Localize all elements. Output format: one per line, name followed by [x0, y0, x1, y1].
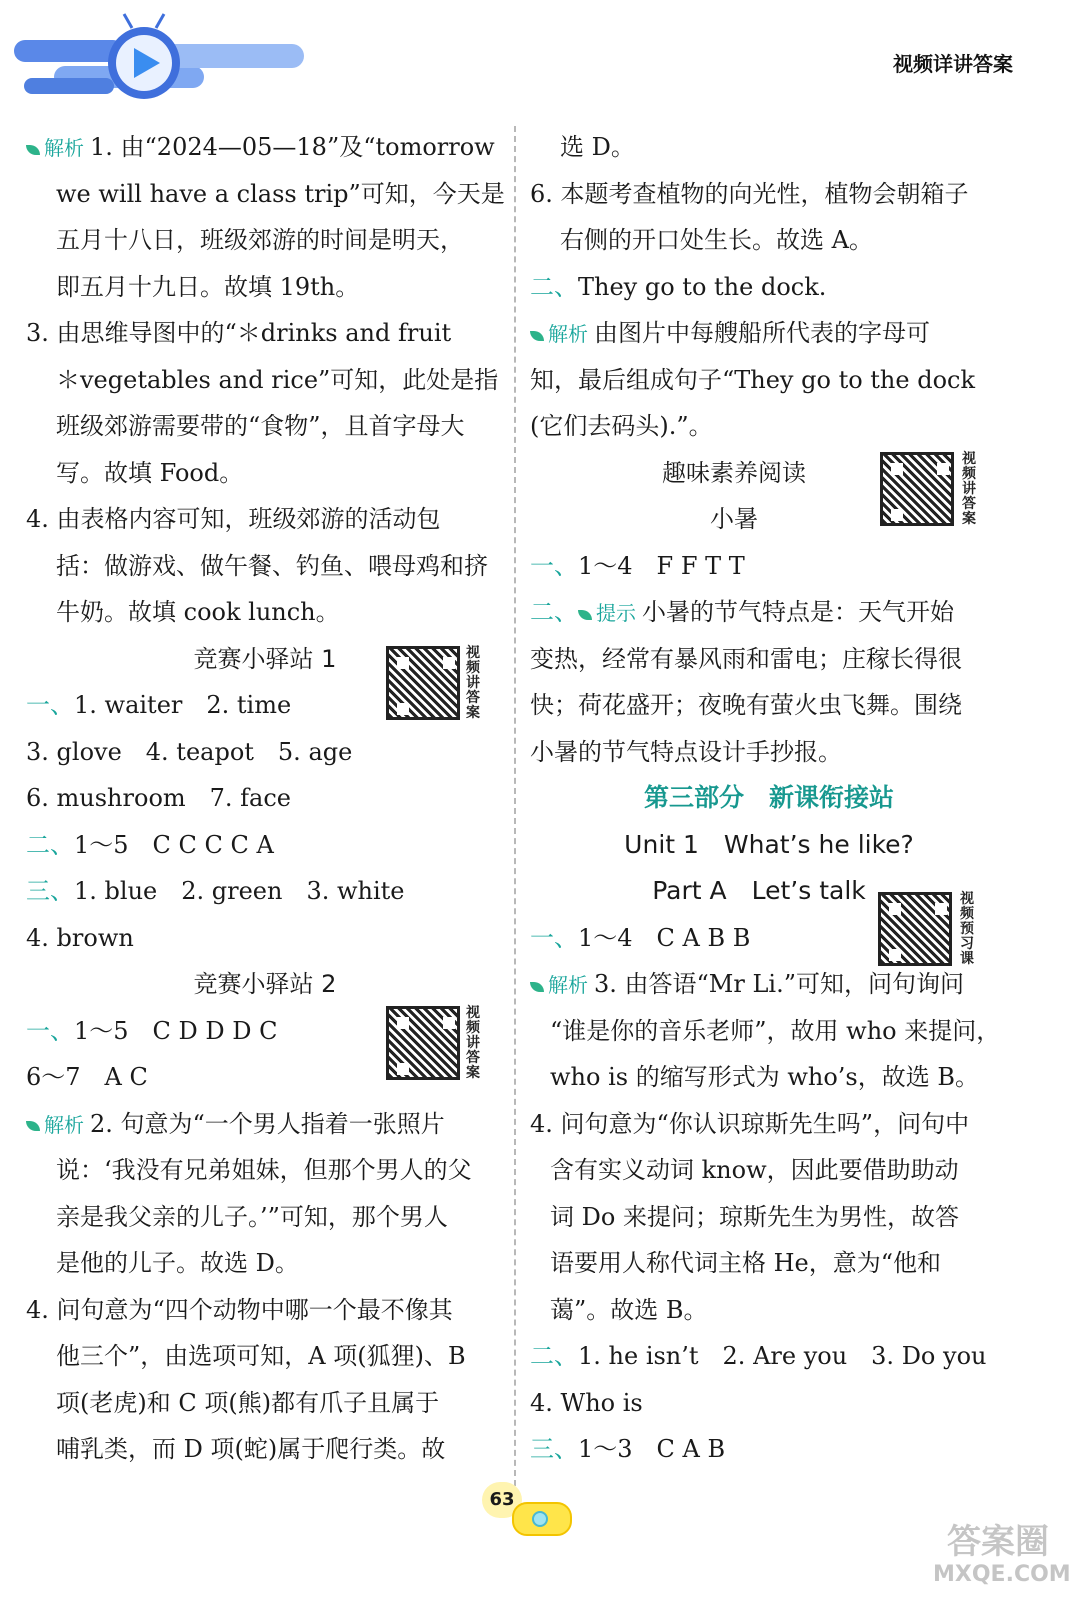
answer-line: 词 Do 来提问；琼斯先生为男性，故答	[550, 1202, 959, 1231]
answer-line: 班级郊游需要带的“食物”，且首字母大	[56, 412, 465, 440]
answer-line: 解析 由图片中每艘船所代表的字母可	[530, 310, 1008, 357]
answer-line: 哺乳类，而 D 项(蛇)属于爬行类。故	[56, 1435, 446, 1463]
qr-code-icon[interactable]	[878, 892, 952, 966]
leaf-icon	[26, 1121, 40, 1131]
section-title-station-1: 竞赛小驿站 1	[193, 644, 337, 673]
answer-line: 亲是我父亲的儿子。’”可知，那个男人	[56, 1202, 448, 1231]
submarine-icon	[512, 1502, 572, 1536]
qr-label: 视频讲答案	[962, 451, 976, 527]
leaf-icon	[530, 331, 544, 341]
answer-line: 即五月十九日。故填 19th。	[56, 272, 360, 301]
qr-label: 视频讲答案	[466, 645, 480, 721]
section-title-reading: 趣味素养阅读	[662, 458, 806, 487]
answer-line: 二、They go to the dock.	[530, 272, 827, 301]
answer-line: (它们去码头).”。	[530, 412, 713, 440]
qr-label: 视频预习课	[960, 891, 974, 967]
answer-line: 二、1～5 C C C C A	[26, 830, 274, 859]
right-column	[530, 124, 1008, 1473]
unit-title: Unit 1 What’s he like?	[624, 829, 914, 859]
answer-line: 一、1～4 C A B B	[530, 923, 751, 952]
answer-line: 二、1. he isn’t 2. Are you 3. Do you	[530, 1342, 987, 1370]
column-divider	[514, 126, 516, 1496]
answer-line: 解析 2. 句意为“一个男人指着一张照片	[26, 1101, 504, 1148]
answer-line: 6. 本题考查植物的向光性，植物会朝箱子	[530, 179, 969, 208]
watermark: 答案圈 MXQE.COM	[933, 1522, 1071, 1587]
answer-line: 括：做游戏、做午餐、钓鱼、喂母鸡和挤	[56, 551, 488, 580]
answer-line: 蔼”。故选 B。	[550, 1295, 708, 1324]
section-subtitle-reading: 小暑	[710, 505, 758, 533]
leaf-icon	[530, 982, 544, 992]
left-column	[26, 124, 504, 1473]
qr-label: 视频讲答案	[466, 1005, 480, 1081]
qr-code-icon[interactable]	[386, 646, 460, 720]
answer-line: “谁是你的音乐老师”，故用 who 来提问，	[550, 1016, 1001, 1045]
analysis-tag: 解析	[26, 1102, 84, 1149]
answer-line: 三、1. blue 2. green 3. white	[26, 877, 405, 905]
answer-line: 右侧的开口处生长。故选 A。	[560, 226, 873, 254]
answer-line: 变热，经常有暴风雨和雷电；庄稼长得很	[530, 644, 962, 673]
answer-line: 6. mushroom 7. face	[26, 784, 292, 812]
leaf-icon	[26, 145, 40, 155]
answer-line: who is 的缩写形式为 who’s，故选 B。	[550, 1063, 979, 1091]
answer-line: 3. glove 4. teapot 5. age	[26, 737, 353, 766]
answer-line: 3. 由思维导图中的“＊drinks and fruit	[26, 319, 452, 347]
answer-line: 6～7 A C	[26, 1063, 148, 1091]
part-title: 第三部分 新课衔接站	[643, 783, 894, 812]
answer-line: 二、 提示 小暑的节气特点是：天气开始	[530, 589, 1008, 636]
answer-line: 含有实义动词 know，因此要借助助动	[550, 1156, 959, 1184]
answer-line: 4. brown	[26, 923, 134, 952]
answer-line: 4. Who is	[530, 1388, 643, 1417]
answer-line: 三、1～3 C A B	[530, 1435, 726, 1463]
page-number: 63	[482, 1482, 522, 1518]
qr-code-icon[interactable]	[386, 1006, 460, 1080]
answer-line: 牛奶。故填 cook lunch。	[56, 598, 340, 626]
answer-line: 五月十八日，班级郊游的时间是明天，	[56, 226, 464, 254]
leaf-icon	[578, 610, 592, 620]
answer-line: 4. 由表格内容可知，班级郊游的活动包	[26, 505, 441, 533]
answer-line: 解析 1. 由“2024—05—18”及“tomorrow	[26, 124, 504, 171]
answer-line: 写。故填 Food。	[56, 458, 244, 487]
answer-line: 解析 3. 由答语“Mr Li.”可知，问句询问	[530, 961, 1008, 1008]
answer-line: ＊vegetables and rice”可知，此处是指	[56, 365, 499, 394]
analysis-tag: 解析	[530, 962, 588, 1009]
answer-line: 一、1. waiter 2. time	[26, 691, 292, 719]
answer-line: 一、1～5 C D D D C	[26, 1016, 278, 1045]
answer-line: 项(老虎)和 C 项(熊)都有爪子且属于	[56, 1388, 440, 1417]
analysis-tag: 解析	[26, 125, 84, 172]
answer-line: 说：‘我没有兄弟姐妹，但那个男人的父	[56, 1156, 472, 1184]
section-title-part-a: Part A Let’s talk	[652, 876, 866, 905]
answer-line: 语要用人称代词主格 He，意为“他和	[550, 1249, 942, 1277]
answer-line: 小暑的节气特点设计手抄报。	[530, 737, 842, 766]
answer-line: 一、1～4 F F T T	[530, 551, 745, 580]
analysis-tag: 解析	[530, 311, 588, 358]
hint-tag: 提示	[578, 590, 636, 637]
qr-code-icon[interactable]	[880, 452, 954, 526]
answer-line: 是他的儿子。故选 D。	[56, 1249, 299, 1277]
header-title: 视频详讲答案	[893, 52, 1013, 76]
answer-line: 他三个”，由选项可知，A 项(狐狸)、B	[56, 1342, 466, 1370]
answer-line: 快；荷花盛开；夜晚有萤火虫飞舞。围绕	[530, 691, 962, 719]
answer-line: 知，最后组成句子“They go to the dock	[530, 365, 976, 394]
header-cloud-play-icon	[14, 8, 314, 108]
answer-line: 4. 问句意为“你认识琼斯先生吗”，问句中	[530, 1109, 970, 1138]
answer-line: 4. 问句意为“四个动物中哪一个最不像其	[26, 1295, 453, 1324]
answer-line: 选 D。	[560, 133, 635, 161]
answer-line: we will have a class trip”可知，今天是	[56, 179, 505, 208]
section-title-station-2: 竞赛小驿站 2	[193, 970, 337, 998]
